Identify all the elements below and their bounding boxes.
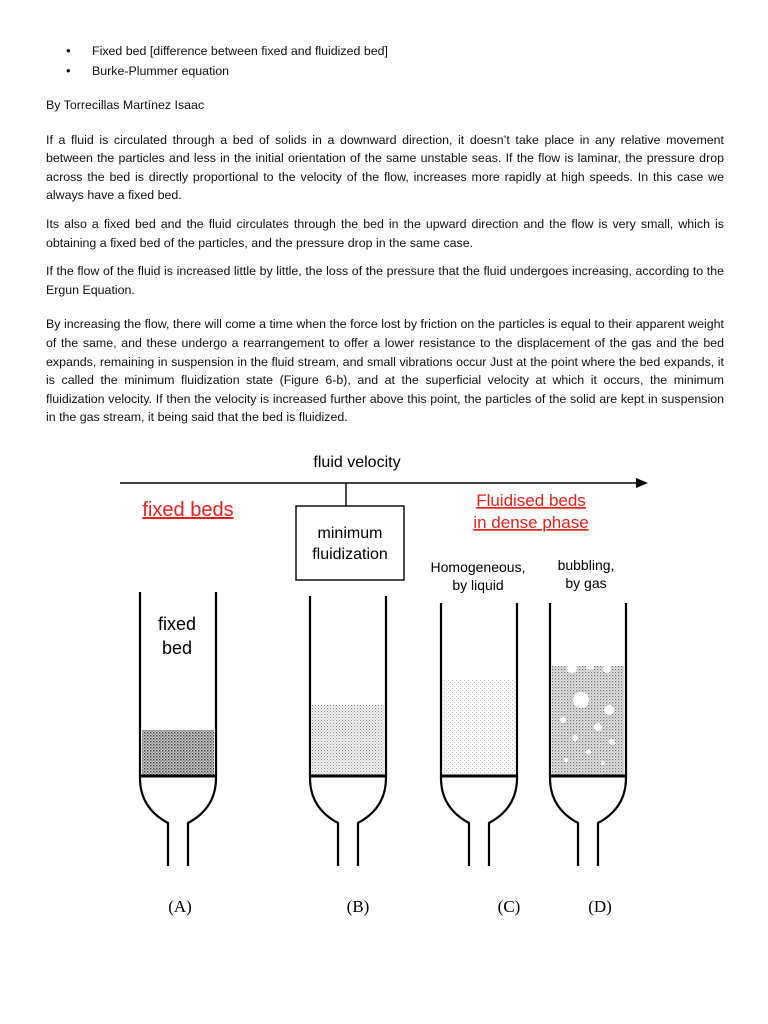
min-fluidization-box — [296, 506, 404, 580]
fixed-bed-particles — [142, 730, 214, 775]
column-a-label-line2: bed — [161, 638, 193, 658]
column-c — [441, 603, 517, 866]
paragraph-2: Its also a fixed bed and the fluid circulates through the bed in the upward direction and the flow is very small, which is obtaining a fixed bed of the particles, and the pressure drop in the same case. — [46, 216, 724, 250]
homogeneous-particles — [443, 680, 515, 775]
column-c-label-line1: Homogeneous, — [430, 559, 526, 575]
paragraph-3: If the flow of the fluid is increased little by little, the loss of the pressure that the fluid undergoes increasing, according to the Ergun Equation. — [46, 264, 724, 297]
column-b — [310, 596, 386, 866]
column-c-label-line2: by liquid — [452, 577, 504, 593]
column-d-label-line1: bubbling, — [557, 557, 615, 573]
fixed-beds-heading: fixed beds — [142, 499, 234, 521]
axis-arrowhead-icon — [636, 478, 648, 488]
axis-label: fluid velocity — [313, 454, 401, 471]
caption-a: (A) — [168, 897, 192, 916]
topic-bullet-1: • Fixed bed [difference between fixed and fluidized bed] — [46, 42, 724, 62]
caption-b: (B) — [346, 897, 370, 916]
paragraph-4: By increasing the flow, there will come a time when the force lost by friction on the particles is equal to their apparent weight of the same, and these undergo a rearrangement to offer a lower resistance to the displacement of the gas and the bed expands, remaining in suspension in the fluid stream, and small vibrations occur Just at the point where the bed expands, it is called the minimum fluidization state (Figure 6-b), and at the superficial velocity at which it occurs, the minimum fluidization velocity. If then the velocity is increased further above this point, the particles of the solid are kept in suspension in the gas stream, it being said that the bed is fluidized. — [46, 317, 724, 425]
column-d-label-line2: by gas — [565, 575, 607, 591]
author-line: By Torrecillas Martínez Isaac — [46, 98, 205, 112]
caption-d: (D) — [588, 897, 612, 916]
min-fluidization-line2: fluidization — [312, 546, 388, 563]
fluidised-heading-line2: in dense phase — [473, 513, 589, 532]
caption-c: (C) — [497, 897, 521, 916]
fluidised-heading-line1: Fluidised beds — [476, 491, 586, 510]
min-fluidized-particles — [312, 705, 384, 775]
column-a-label-line1: fixed — [157, 614, 197, 634]
column-d — [550, 603, 626, 866]
paragraph-1: If a fluid is circulated through a bed of solids in a downward direction, it doesn’t take place in any relative movement between the particles and less in the initial orientation of the same unstable seas. If the flow is laminar, the pressure drop across the bed is directly proportional to the velocity of the flow, increases more rapidly at high speeds. In this case we always have a fixed bed. — [46, 132, 724, 203]
topic-bullet-2: • Burke-Plummer equation — [46, 62, 724, 82]
min-fluidization-line1: minimum — [317, 525, 383, 542]
